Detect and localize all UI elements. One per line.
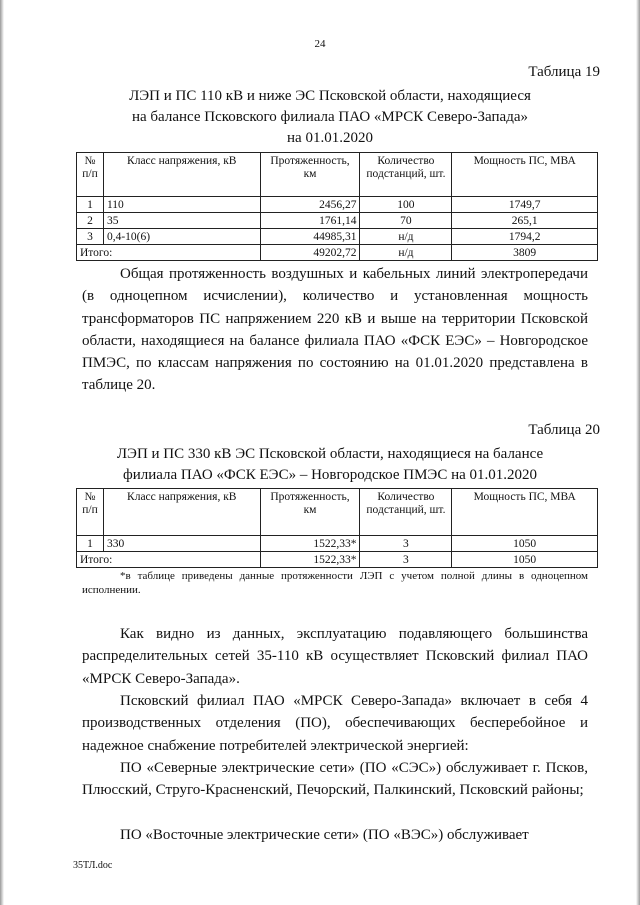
cell-power: 1794,2 — [452, 229, 598, 245]
page-number: 24 — [314, 38, 326, 50]
table20-title-line: филиала ПАО «ФСК ЕЭС» – Новгородское ПМЭС на 01.01.2020 — [122, 467, 538, 483]
footer-filename: 35ТЛ.doc — [73, 860, 113, 871]
table-row — [77, 536, 598, 552]
header-voltage: Класс напряжения, кВ — [103, 153, 260, 197]
scan-edge-right — [636, 0, 640, 905]
table19-title-line: на балансе Псковского филиала ПАО «МРСК Северо-Запада» — [131, 109, 528, 125]
cell-length: 1761,14 — [260, 213, 360, 229]
cell-total-label: Итого: — [77, 245, 261, 261]
header-length: Протяженность, км — [260, 153, 360, 197]
cell-voltage: 35 — [103, 213, 260, 229]
cell-num: 3 — [77, 229, 104, 245]
table19-title-line: на 01.01.2020 — [287, 130, 373, 146]
cell-voltage: 0,4-10(6) — [103, 229, 260, 245]
cell-power: 265,1 — [452, 213, 598, 229]
table-row — [77, 197, 598, 213]
header-voltage: Класс напряжения, кВ — [103, 489, 260, 536]
cell-num: 1 — [77, 197, 104, 213]
cell-total-count: н/д — [360, 245, 452, 261]
cell-total-power: 3809 — [452, 245, 598, 261]
cell-length: 44985,31 — [260, 229, 360, 245]
table19-caption: Таблица 19 — [528, 64, 600, 80]
cell-total-power: 1050 — [452, 552, 598, 568]
table19-total-row — [77, 245, 598, 261]
table19 — [76, 152, 598, 261]
cell-power: 1050 — [452, 536, 598, 552]
cell-voltage: 110 — [103, 197, 260, 213]
cell-count: н/д — [360, 229, 452, 245]
table20-caption: Таблица 20 — [528, 422, 600, 438]
header-num: № п/п — [77, 153, 104, 197]
cell-voltage: 330 — [103, 536, 260, 552]
table-row — [77, 213, 598, 229]
table20 — [76, 488, 598, 568]
cell-num: 1 — [77, 536, 104, 552]
scan-edge-left — [0, 0, 4, 905]
header-power: Мощность ПС, МВА — [452, 489, 598, 536]
table19-header-row — [77, 153, 598, 197]
cell-count: 100 — [360, 197, 452, 213]
cell-count: 70 — [360, 213, 452, 229]
table20-header-row — [77, 489, 598, 536]
table19-title-line: ЛЭП и ПС 110 кВ и ниже ЭС Псковской области, находящиеся — [129, 88, 531, 104]
header-num: № п/п — [77, 489, 104, 536]
cell-total-length: 49202,72 — [260, 245, 360, 261]
cell-total-label: Итого: — [77, 552, 261, 568]
paragraph-2: Как видно из данных, эксплуатацию подавляющего большинства распределительных сетей 35-110 кВ осуществляет Псковский филиал ПАО «МРСК Северо-Запада». — [82, 626, 588, 687]
table19-title — [60, 86, 600, 149]
cell-total-length: 1522,33* — [260, 552, 360, 568]
cell-num: 2 — [77, 213, 104, 229]
table20-title — [60, 444, 600, 486]
cell-total-count: 3 — [360, 552, 452, 568]
paragraph-5: ПО «Восточные электрические сети» (ПО «ВЭС») обслуживает — [120, 827, 529, 843]
cell-count: 3 — [360, 536, 452, 552]
paragraph-4: ПО «Северные электрические сети» (ПО «СЭС») обслуживает г. Псков, Плюсский, Струго-Красненский, Печорский, Палкинский, Псковский районы; — [82, 760, 588, 799]
paragraph-3: Псковский филиал ПАО «МРСК Северо-Запада» включает в себя 4 производственных отделения (ПО), обеспечивающих бесперебойное и надежное снабжение потребителей электрической энергией: — [82, 693, 588, 754]
header-count: Количество подстанций, шт. — [360, 489, 452, 536]
table20-title-line: ЛЭП и ПС 330 кВ ЭС Псковской области, находящиеся на балансе — [116, 446, 544, 462]
header-length: Протяженность, км — [260, 489, 360, 536]
cell-length: 1522,33* — [260, 536, 360, 552]
cell-length: 2456,27 — [260, 197, 360, 213]
table20-total-row — [77, 552, 598, 568]
header-count: Количество подстанций, шт. — [360, 153, 452, 197]
table20-footnote: *в таблице приведены данные протяженности ЛЭП с учетом полной длины в одноцепном исполнении. — [82, 570, 588, 596]
paragraph-1: Общая протяженность воздушных и кабельных линий электропередачи (в одноцепном исчислении), количество и установленная мощность трансформаторов ПС напряжением 220 кВ и выше на территории Псковской области, находящиеся на балансе филиала ПАО «ФСК ЕЭС» – Новгородское ПМЭС, по классам напряжения по состоянию на 01.01.2020 представлена в таблице 20. — [82, 266, 588, 394]
table-row — [77, 229, 598, 245]
header-power: Мощность ПС, МВА — [452, 153, 598, 197]
cell-power: 1749,7 — [452, 197, 598, 213]
